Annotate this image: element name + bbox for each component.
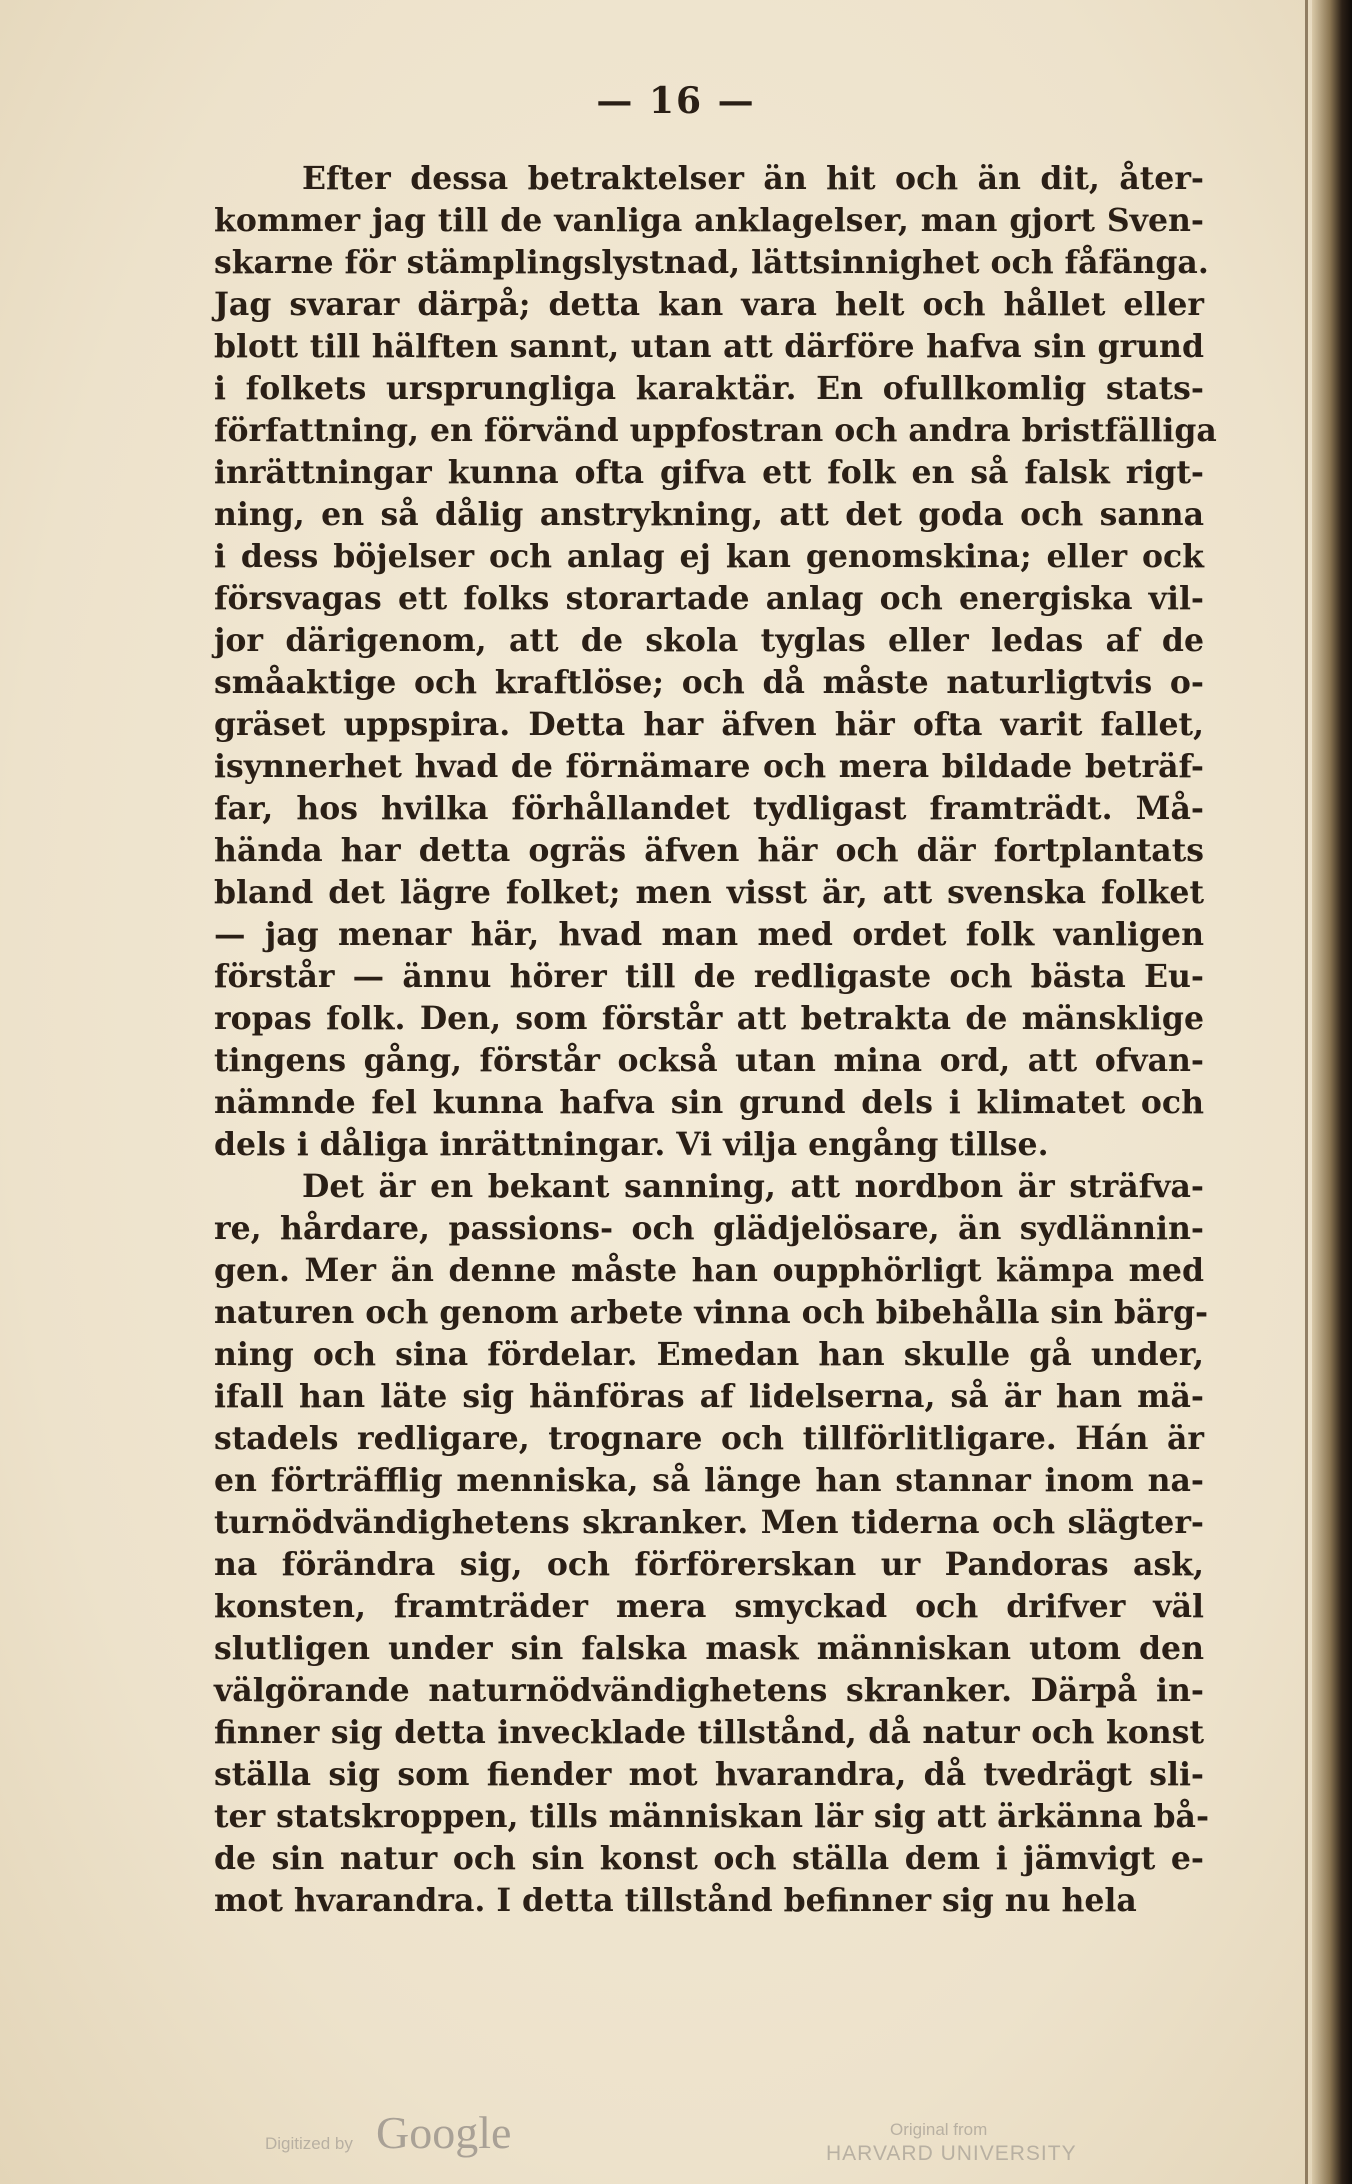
text-line: välgörande naturnödvändighetens skranker. Därpå in- [214,1672,1204,1709]
text-line: hända har detta ogräs äfven här och där fortplantats [214,832,1204,869]
text-line: Det är en bekant sanning, att nordbon är sträfva- [302,1168,1204,1205]
text-line: tingens gång, förstår också utan mina ord, att ofvan- [214,1042,1204,1079]
text-line: gräset uppspira. Detta har äfven här ofta varit fallet, [214,706,1204,743]
text-line: skarne för stämplingslystnad, lättsinnighet och fåfänga. [214,244,1209,281]
text-line: gen. Mer än denne måste han oupphörligt kämpa med [214,1252,1204,1289]
text-line: ning, en så dålig anstrykning, att det goda och sanna [214,496,1204,533]
google-logo: Google [376,2107,512,2158]
text-line: jor därigenom, att de skola tyglas eller ledas af de [214,622,1204,659]
text-line: turnödvändighetens skranker. Men tiderna och slägter- [214,1504,1204,1541]
text-line: de sin natur och sin konst och ställa dem i jämvigt e- [214,1840,1204,1877]
text-line: i folkets ursprungliga karaktär. En ofullkomlig stats- [214,370,1204,407]
text-line: na förändra sig, och förförerskan ur Pandoras ask, [214,1546,1204,1583]
text-line: naturen och genom arbete vinna och bibehålla sin bärg- [214,1294,1209,1331]
text-line: kommer jag till de vanliga anklagelser, man gjort Sven- [214,202,1204,239]
text-line: blott till hälften sannt, utan att därföre hafva sin grund [214,328,1204,365]
text-line: ropas folk. Den, som förstår att betrakta de mänsklige [214,1000,1204,1037]
text-line: re, hårdare, passions- och glädjelösare, än sydlännin- [214,1210,1204,1247]
text-line: inrättningar kunna ofta gifva ett folk en så falsk rigt- [214,454,1204,491]
text-line: finner sig detta invecklade tillstånd, då natur och konst [214,1714,1204,1751]
digitized-by-label: Digitized by [265,2134,353,2153]
original-from-label: Original from [890,2120,988,2139]
text-line: ifall han läte sig hänföras af lidelserna, så är han mä- [214,1378,1204,1415]
text-line: Jag svarar därpå; detta kan vara helt och hållet eller [214,286,1204,323]
text-line: småaktige och kraftlöse; och då måste naturligtvis o- [214,664,1204,701]
text-line: ter statskroppen, tills människan lär sig att ärkänna bå- [214,1798,1210,1835]
book-spine [1312,0,1352,2184]
text-line: bland det lägre folket; men visst är, att svenska folket [214,874,1204,911]
text-line: Efter dessa betraktelser än hit och än dit, åter- [302,160,1204,197]
text-line: mot hvarandra. I detta tillstånd befinner sig nu hela [214,1882,1137,1919]
text-line: slutligen under sin falska mask människan utom den [214,1630,1204,1667]
text-line: förstår — ännu hörer till de redligaste och bästa Eu- [214,958,1204,995]
text-line: stadels redligare, trognare och tillförlitligare. Hán är [214,1420,1204,1457]
body-text [214,158,1217,1922]
text-line: ställa sig som fiender mot hvarandra, då tvedrägt sli- [214,1756,1204,1793]
text-line: en förträfflig menniska, så länge han stannar inom na- [214,1462,1204,1499]
text-line: konsten, framträder mera smyckad och drifver väl [214,1588,1204,1625]
scan-watermark [0,2098,1352,2168]
text-line: far, hos hvilka förhållandet tydligast framträdt. Må- [214,790,1204,827]
text-line: ning och sina fördelar. Emedan han skulle gå under, [214,1336,1204,1373]
text-line: nämnde fel kunna hafva sin grund dels i klimatet och [214,1084,1204,1121]
text-line: författning, en förvänd uppfostran och andra bristfälliga [214,412,1217,449]
text-line: isynnerhet hvad de förnämare och mera bildade beträf- [214,748,1204,785]
page-number: — 16 — [596,80,756,122]
text-line: i dess böjelser och anlag ej kan genomskina; eller ock [214,538,1204,575]
text-line: dels i dåliga inrättningar. Vi vilja engång tillse. [214,1126,1049,1163]
text-line: — jag menar här, hvad man med ordet folk vanligen [214,916,1204,953]
page-gutter-line [1305,0,1308,2184]
text-line: försvagas ett folks storartade anlag och energiska vil- [214,580,1204,617]
library-name: HARVARD UNIVERSITY [826,2142,1077,2165]
